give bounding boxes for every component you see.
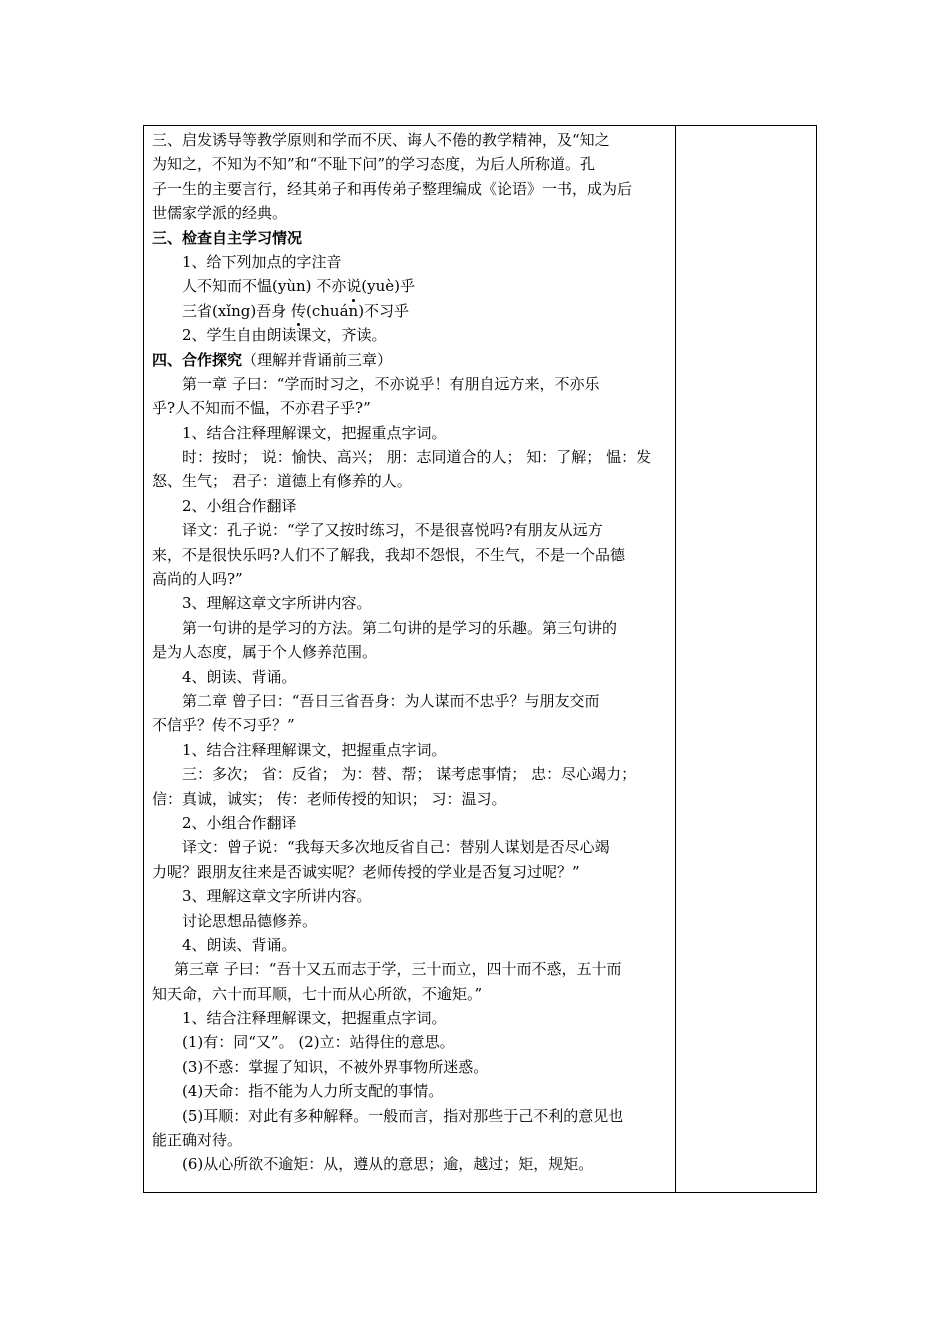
text-line: 2、小组合作翻译 <box>182 496 297 515</box>
emphasis-dot-char: 说 <box>346 274 361 298</box>
text-line: 高尚的人吗?” <box>152 570 243 589</box>
text-line: 信：真诚，诚实； 传：老师传授的知识； 习：温习。 <box>152 789 507 808</box>
text-line: 来，不是很快乐吗?人们不了解我，我却不怨恨，不生气，不是一个品德 <box>152 545 626 564</box>
text-line: 为知之，不知为不知”和“不耻下问”的学习态度，为后人所称道。孔 <box>152 155 596 174</box>
notes-cell <box>676 126 816 1192</box>
text-line: (4)天命：指不能为人力所支配的事情。 <box>182 1082 444 1101</box>
text-line: 时：按时； 说：愉快、高兴； 朋：志同道合的人； 知：了解； 愠：发 <box>182 448 652 467</box>
text-line: 译文：曾子说：“我每天多次地反省自己：替别人谋划是否尽心竭 <box>182 838 610 857</box>
text-line: 力呢？跟朋友往来是否诚实呢？老师传授的学业是否复习过呢？” <box>152 862 580 881</box>
text-line: 不信乎？传不习乎？” <box>152 716 295 735</box>
text-line: 三、启发诱导等教学原则和学而不厌、诲人不倦的教学精神，及“知之 <box>152 131 610 149</box>
section-heading: 四、合作探究 <box>152 350 243 369</box>
text-line: 第二章 曾子曰：“吾日三省吾身：为人谋而不忠乎？与朋友交而 <box>182 691 600 710</box>
text-line: 能正确对待。 <box>152 1131 243 1150</box>
text-line: 世儒家学派的经典。 <box>152 204 288 223</box>
text-line: 子一生的主要言行，经其弟子和再传弟子整理编成《论语》一书，成为后 <box>152 179 633 198</box>
text-line: 1、结合注释理解课文，把握重点字词。 <box>182 423 447 442</box>
text-line: 译文：孔子说：“学了又按时练习，不是很喜悦吗?有朋友从远方 <box>182 521 603 540</box>
emphasis-dot-char: 传 <box>291 299 306 323</box>
text-line: 2、小组合作翻译 <box>182 813 297 832</box>
text-line: 人不知而不愠(yùn) 不亦说(yuè)乎 <box>152 274 667 298</box>
text-line: 第一章 子曰：“学而时习之，不亦说乎！有朋自远方来，不亦乐 <box>182 374 600 393</box>
text-line: 第三章 子曰：“吾十又五而志于学，三十而立，四十而不惑，五十而 <box>174 960 622 979</box>
text-line: (5)耳顺：对此有多种解释。一般而言，指对那些于己不利的意见也 <box>182 1106 624 1125</box>
lesson-content-cell <box>144 126 676 1192</box>
text-line <box>152 348 667 372</box>
text-line: 第一句讲的是学习的方法。第二句讲的是学习的乐趣。第三句讲的 <box>182 618 618 637</box>
text-line: (6)从心所欲不逾矩：从，遵从的意思；逾，越过；矩，规矩。 <box>182 1155 594 1174</box>
text-line: 2、学生自由朗读课文，齐读。 <box>182 326 387 345</box>
text-line: (1)有：同“又”。 (2)立：站得住的意思。 <box>182 1033 455 1052</box>
text-line: 怒、生气； 君子：道德上有修养的人。 <box>152 472 412 491</box>
text-line: 讨论思想品德修养。 <box>182 911 318 930</box>
lesson-table <box>143 125 817 1193</box>
text-line: 1、给下列加点的字注音 <box>182 252 342 271</box>
text-line: 4、朗读、背诵。 <box>182 935 297 954</box>
text-line: 3、理解这章文字所讲内容。 <box>182 887 372 906</box>
text-line: 4、朗读、背诵。 <box>182 667 297 686</box>
text-line: 3、理解这章文字所讲内容。 <box>182 594 372 613</box>
text-line: 三省(xǐng)吾身 传(chuán)不习乎 <box>152 299 667 323</box>
section-heading: 三、检查自主学习情况 <box>152 228 303 247</box>
text-line: 是为人态度，属于个人修养范围。 <box>152 643 378 662</box>
text-line: 1、结合注释理解课文，把握重点字词。 <box>182 1009 447 1028</box>
text-line: 1、结合注释理解课文，把握重点字词。 <box>182 740 447 759</box>
text-line: 乎?人不知而不愠，不亦君子乎?” <box>152 399 371 418</box>
text-line: 三：多次； 省：反省； 为：替、帮； 谋考虑事情； 忠：尽心竭力； <box>182 765 637 784</box>
text-line: (3)不惑：掌握了知识，不被外界事物所迷惑。 <box>182 1057 489 1076</box>
section-subtitle: （理解并背诵前三章） <box>242 350 393 369</box>
text-line: 知天命，六十而耳顺，七十而从心所欲，不逾矩。” <box>152 984 483 1003</box>
